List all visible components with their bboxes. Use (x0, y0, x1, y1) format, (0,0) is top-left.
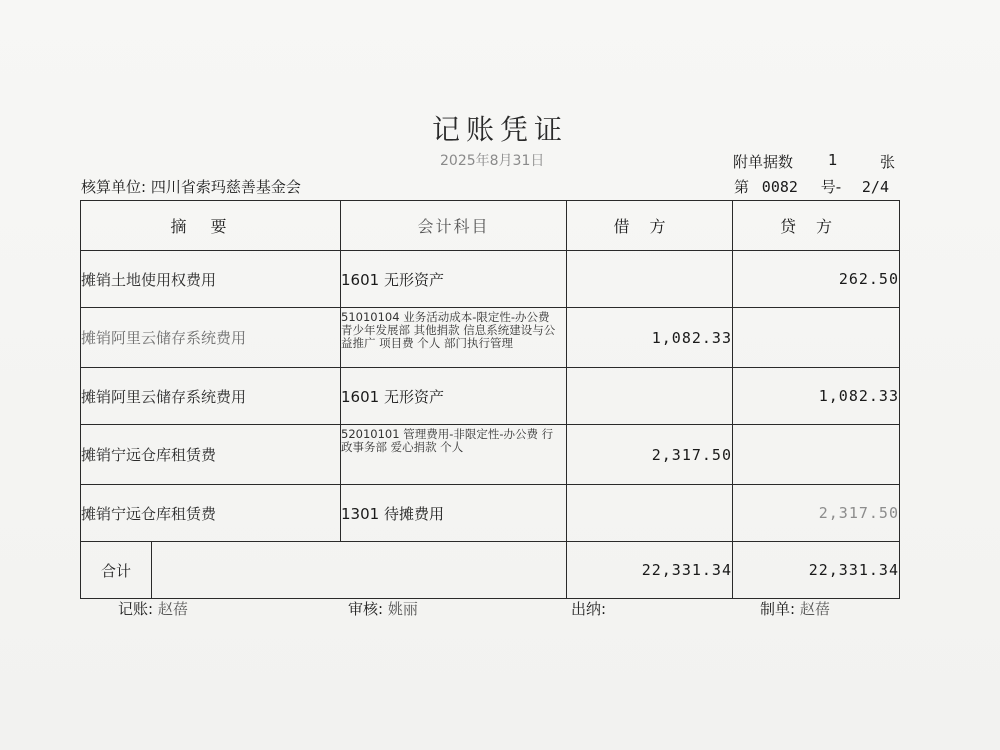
row-summary: 摊销阿里云储存系统费用 (81, 308, 341, 368)
footer-cashier (571, 598, 606, 619)
auditor-name: 姚丽 (387, 600, 418, 618)
attachments-label: 附单据数 (733, 153, 794, 171)
accounting-unit (81, 176, 301, 197)
voucher-date: 2025年8月31日 (440, 153, 545, 169)
row-account: 52010101 管理费用-非限定性-办公费 行政事务部 爱心捐款 个人 (341, 425, 567, 485)
voucher-number-prefix: 第 (734, 178, 750, 196)
bookkeeper-label: 记账: (118, 600, 154, 618)
row-credit: 2,317.50 (733, 485, 900, 542)
row-credit: 1,082.33 (733, 368, 900, 425)
row-credit: 262.50 (733, 251, 900, 308)
row-debit: 1,082.33 (567, 308, 733, 368)
row-debit (567, 251, 733, 308)
header-debit: 借方 (567, 201, 733, 251)
preparer-name: 赵蓓 (799, 600, 830, 618)
footer-bookkeeper (118, 598, 188, 619)
voucher-page: 2/4 (861, 178, 889, 196)
attachments-unit: 张 (880, 153, 896, 171)
row-account: 51010104 业务活动成本-限定性-办公费 青少年发展部 其他捐款 信息系统建设与公益推广 项目费 个人 部门执行管理 (341, 308, 567, 368)
table-row (81, 485, 900, 542)
voucher-number-suffix: 号- (820, 178, 842, 196)
header-credit: 贷方 (733, 201, 900, 251)
voucher-title: 记账凭证 (431, 113, 568, 146)
table-row (81, 425, 900, 485)
row-account: 1601 无形资产 (341, 251, 567, 308)
total-label: 合计 (81, 542, 152, 598)
header-summary: 摘要 (81, 201, 341, 251)
row-debit (567, 485, 733, 542)
accounting-unit-label: 核算单位: (81, 178, 147, 196)
row-credit (733, 308, 900, 368)
auditor-label: 审核: (348, 600, 384, 618)
voucher-table (80, 200, 900, 599)
preparer-label: 制单: (760, 600, 796, 618)
voucher-number-value: 0082 (761, 178, 798, 196)
attachments-count: 1 (828, 151, 838, 169)
row-summary: 摊销土地使用权费用 (81, 251, 341, 308)
total-credit: 22,331.34 (733, 542, 900, 599)
table-row (81, 251, 900, 308)
row-summary: 摊销阿里云储存系统费用 (81, 368, 341, 425)
row-debit (567, 368, 733, 425)
table-header-row (81, 201, 900, 251)
total-blank (152, 542, 566, 598)
header-account: 会计科目 (341, 201, 567, 251)
total-debit: 22,331.34 (567, 542, 733, 599)
accounting-unit-name: 四川省索玛慈善基金会 (150, 178, 301, 196)
cashier-label: 出纳: (571, 600, 607, 618)
voucher-number (734, 176, 889, 197)
total-label-cell (81, 542, 567, 599)
total-row (81, 542, 900, 599)
footer-auditor (348, 598, 418, 619)
row-account: 1301 待摊费用 (341, 485, 567, 542)
footer-preparer (760, 598, 830, 619)
table-row (81, 308, 900, 368)
bookkeeper-name: 赵蓓 (157, 600, 188, 618)
row-summary: 摊销宁远仓库租赁费 (81, 425, 341, 485)
table-row (81, 368, 900, 425)
row-credit (733, 425, 900, 485)
row-debit: 2,317.50 (567, 425, 733, 485)
row-account: 1601 无形资产 (341, 368, 567, 425)
row-summary: 摊销宁远仓库租赁费 (81, 485, 341, 542)
